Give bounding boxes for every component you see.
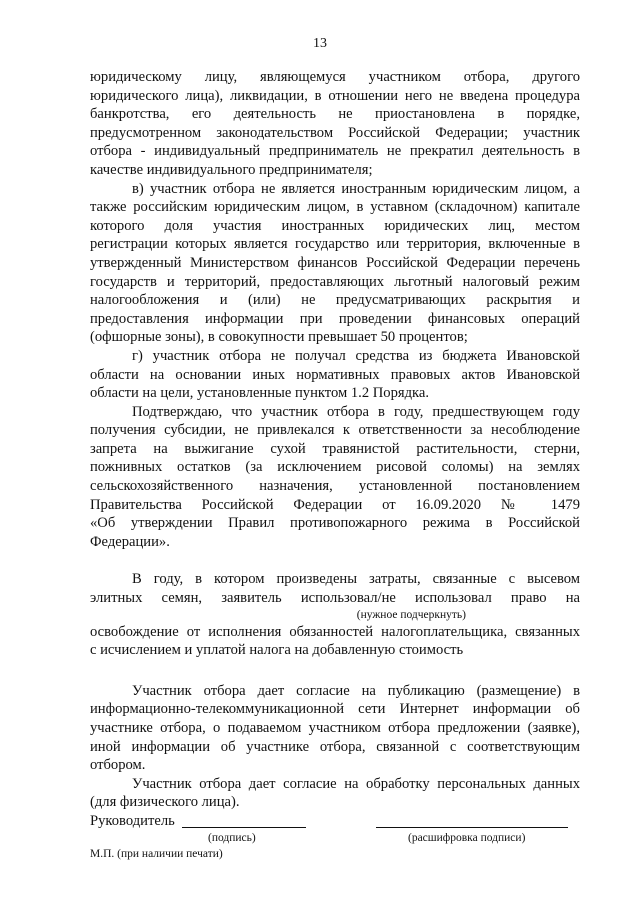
- text-line: также российским юридическим лицом, в уставном (складочном) капитале: [90, 199, 580, 216]
- text-line: предоставления информации при проведении финансовых операций: [90, 310, 580, 327]
- text-line: с исчислением и уплатой налога на добавленную стоимость: [90, 642, 464, 659]
- page-number: 13: [313, 36, 327, 51]
- text-line: Участник отбора дает согласие на публикацию (размещение) в: [132, 682, 580, 699]
- signature-captions: [90, 831, 580, 846]
- signature-line: [182, 827, 306, 828]
- text-line: налогообложения и (или) не предусматривающих раскрытия и: [90, 292, 580, 309]
- text-line: запрета на выжигание сухой травянистой растительности, стерни,: [90, 440, 580, 457]
- text-line: освобождение от исполнения обязанностей налогоплательщика, связанных: [90, 623, 580, 640]
- text-line: г) участник отбора не получал средства из бюджета Ивановской: [132, 347, 580, 364]
- head-label: Руководитель: [90, 812, 175, 829]
- signature-decode-line: [376, 827, 568, 828]
- stamp-note: М.П. (при наличии печати): [90, 847, 223, 860]
- text-line: отбора - индивидуальный предприниматель не прекратил деятельность в: [90, 143, 580, 160]
- text-line: области на основании иных нормативных правовых актов Ивановской: [90, 366, 580, 383]
- text-line: государств и территорий, предоставляющих льготный налоговый режим: [90, 273, 580, 290]
- signature-row: [90, 812, 580, 831]
- text-line: пожнивных остатков (за исключением рисовой соломы) на землях: [90, 459, 580, 476]
- document-body: [90, 68, 580, 862]
- sign-caption: (подпись): [208, 831, 256, 844]
- text-line: предусмотренном законодательством Российской Федерации; участник: [90, 124, 580, 141]
- text-line: регистрации которых является государство или территория, включенные в: [90, 236, 580, 253]
- text-line: (офшорные зоны), в совокупности превышает 50 процентов;: [90, 329, 468, 346]
- text-line: юридическому лицу, являющемуся участником отбора, другого: [90, 69, 580, 85]
- decode-caption: (расшифровка подписи): [408, 831, 526, 844]
- text-line: «Об утверждении Правил противопожарного режима в Российской: [90, 515, 580, 532]
- text-line: иной информации об участнике отбора, связанной с соответствующим: [90, 738, 580, 755]
- text-line: качестве индивидуального предпринимателя;: [90, 161, 373, 178]
- text-line: юридического лица), ликвидации, в отношении него не введена процедура: [90, 87, 580, 104]
- text-line: элитных семян, заявитель использовал/не использовал право на: [90, 590, 580, 607]
- spacer: [90, 551, 580, 570]
- spacer: [90, 660, 580, 682]
- text-line: утвержденный Министерством финансов Российской Федерации перечень: [90, 254, 580, 271]
- text-line: В году, в котором произведены затраты, связанные с высевом: [132, 571, 580, 588]
- text-line: Участник отбора дает согласие на обработку персональных данных: [132, 775, 580, 792]
- text-line: участнике отбора, о подаваемом участником отбора предложении (заявке),: [90, 720, 580, 736]
- text-line: в) участник отбора не является иностранным юридическим лицом, а: [132, 180, 580, 197]
- text-line: получения субсидии, не привлекался к ответственности за несоблюдение: [90, 422, 580, 439]
- text-line: (для физического лица).: [90, 794, 240, 811]
- text-line: сельскохозяйственного назначения, установленной постановлением: [90, 478, 580, 495]
- text-line: которого доля участия иностранных юридических лиц, местом: [90, 217, 580, 234]
- text-line: отбором.: [90, 757, 146, 774]
- text-line: области на цели, установленные пунктом 1.2 Порядка.: [90, 385, 430, 402]
- underline-hint: (нужное подчеркнуть): [356, 608, 466, 621]
- text-line: Подтверждаю, что участник отбора в году, предшествующем году: [132, 403, 580, 420]
- text-line: информационно-телекоммуникационной сети Интернет информации об: [90, 701, 580, 718]
- text-line: Правительства Российской Федерации от 16.09.2020 № 1479: [90, 496, 580, 513]
- text-line: Федерации».: [90, 533, 170, 550]
- text-line: банкротства, его деятельность не приостановлена в порядке,: [90, 106, 580, 123]
